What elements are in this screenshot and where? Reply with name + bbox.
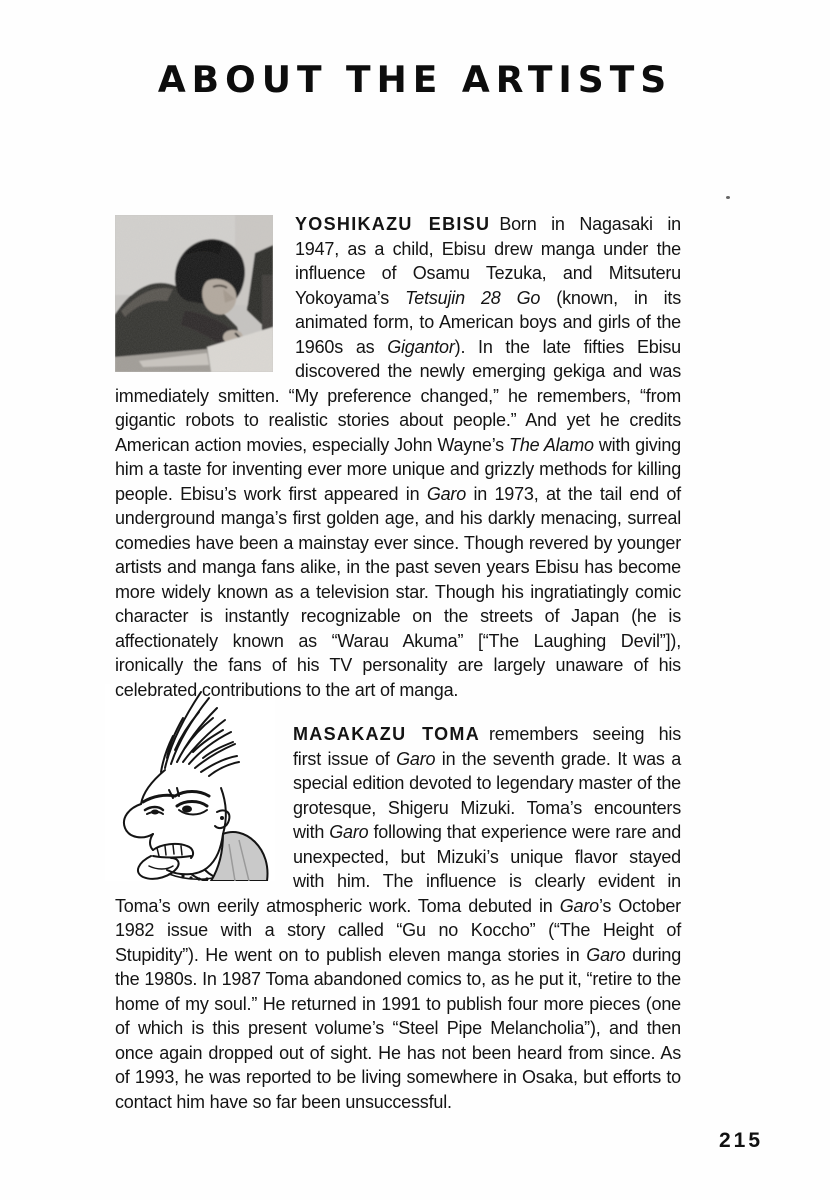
page-body: [115, 212, 681, 1114]
artist-name-ebisu: YOSHIKAZU EBISU: [295, 214, 491, 234]
artist-section-ebisu: [115, 212, 681, 702]
print-artifact-dot: [726, 196, 730, 199]
toma-illustration: [105, 684, 275, 881]
page-title: ABOUT THE ARTISTS: [157, 59, 673, 102]
page-number: 215: [719, 1129, 764, 1152]
toma-bio-body: remembers seeing his first issue of Garo in the seventh grade. It was a special edition devoted to legendary master of the grotesque, Shigeru Mizuki. Toma’s encounters with Garo following that experience were rare and unexpected, but Mizuki’s unique flavor stayed with him. The influence is clearly evident in Toma’s own eerily atmospheric work. Toma debuted in Garo’s October 1982 issue with a story called “Gu no Koccho” (“The Height of Stupidity”). He went on to publish eleven manga stories in Garo during the 1980s. In 1987 Toma abandoned comics to, as he put it, “retire to the home of my soul.” He returned in 1991 to publish four more pieces (one of which is this present volume’s “Steel Pipe Melancholia”), and then once again dropped out of sight. He has not been heard from since. As of 1993, he was reported to be living somewhere in Osaka, but efforts to contact him have so far been unsuccessful.: [115, 724, 682, 1112]
artist-name-toma: MASAKAZU TOMA: [293, 724, 481, 744]
ebisu-photo-graphic: [115, 215, 273, 372]
ebisu-bio-body: Born in Nagasaki in 1947, as a child, Ebisu drew manga under the influence of Osamu Tezuka, and Mitsuteru Yokoyama’s Tetsujin 28 Go (known, in its animated form, to American boys and girls of the 1960s as Gigantor). In the late fifties Ebisu discovered the newly emerging gekiga and was immediately smitten. “My preference changed,” he remembers, “from gigantic robots to realistic stories about people.” And yet he credits American action movies, especially John Wayne’s The Alamo with giving him a taste for inventing ever more unique and grizzly methods for killing people. Ebisu’s work first appeared in Garo in 1973, at the tail end of underground manga’s first golden age, and his darkly menacing, surreal comedies have been a mainstay ever since. Though revered by younger artists and manga fans alike, in the past seven years Ebisu has become more widely known as a television star. Though his ingratiatingly comic character is instantly recognizable on the streets of Japan (he is affectionately known as “Warau Akuma” [“The Laughing Devil”]), ironically the fans of his TV personality are largely unaware of his celebrated contributions to the art of manga.: [115, 214, 682, 700]
artist-section-toma: [115, 722, 681, 1114]
toma-illustration-graphic: [105, 684, 275, 881]
ebisu-photo: [115, 215, 273, 372]
